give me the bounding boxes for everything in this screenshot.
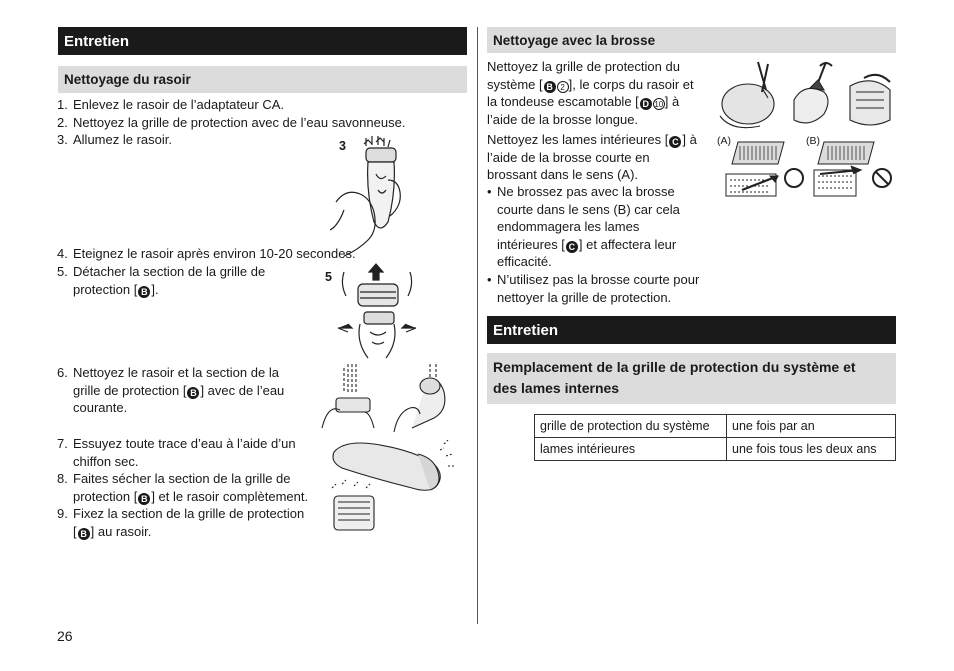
step-5: 5. Détacher la section de la grille de protection [ B ]. (57, 264, 266, 297)
subsection-title-remplacement (487, 353, 896, 404)
figure-3-shaver-on-illustration (328, 130, 418, 258)
part-b-badge: B (544, 81, 556, 93)
table-cell-part: lames intérieures (535, 438, 727, 461)
brush-direction-b-wrong-illustration (810, 140, 896, 202)
section-title-entretien-right (487, 316, 896, 344)
replace-title-line1: Remplacement de la grille de protection du système et (493, 359, 856, 375)
subsection-title-nettoyage-brosse (487, 27, 896, 53)
figure-5-detach-head-illustration (336, 262, 418, 362)
circled-10-label: 10 (654, 100, 664, 109)
part-d-badge: D (640, 98, 652, 110)
step-7: 7. Essuyez toute trace d’eau à l’aide d’un (57, 436, 296, 451)
brush-cleaning-illustrations (714, 58, 896, 132)
brush-bullet-2: • N’utilisez pas la brosse courte pour nettoyer la grille de protection. (487, 272, 700, 305)
part-c-badge: C (669, 136, 681, 148)
figure-7-9-dry-illustration (328, 440, 460, 536)
replacement-schedule-table (534, 414, 896, 461)
step-3: 3. Allumez le rasoir. (57, 132, 172, 147)
column-divider (477, 27, 478, 624)
circled-2-label: 2 (557, 81, 569, 93)
brush-paragraph-1: Nettoyez la grille de protection du système [ B 2 ], le corps du rasoir et la tondeuse escamotable [ D 10 ] à l’aide de la brosse longue. (487, 59, 694, 127)
steps-7-9: 7. Essuyez toute trace d’eau à l’aide d’un chiffon sec. 8. Faites sécher la section de la grille de protection [ B ] et le rasoir complètement. 9. Fixez la section de la grille de protection [ B ] au rasoir. (57, 436, 309, 539)
brush-paragraph-2: Nettoyez les lames intérieures [ C ] à l’aide de la brosse courte en brossant dans le sens (A). (487, 132, 697, 182)
part-c-badge: C (566, 241, 578, 253)
step-9: 9. Fixez la section de la grille de protection (57, 506, 305, 521)
section-title-text: Entretien (64, 32, 130, 50)
page-number: 26 (57, 628, 73, 644)
table-cell-frequency: une fois tous les deux ans (727, 438, 896, 461)
table-row (535, 415, 896, 438)
subsection-title-nettoyage-rasoir (58, 66, 467, 93)
table-cell-part: grille de protection du système (535, 415, 727, 438)
step-4: 4. Eteignez le rasoir après environ 10-20 secondes. (57, 246, 356, 261)
step-2: 2. Nettoyez la grille de protection avec de l’eau savonneuse. (57, 114, 406, 130)
section-title-entretien (58, 27, 467, 55)
brush-title-text: Nettoyage avec la brosse (493, 32, 656, 48)
step-8: 8. Faites sécher la section de la grille de (57, 471, 291, 486)
figure-3-label: 3 (339, 139, 346, 153)
subsection-title-text: Nettoyage du rasoir (64, 72, 191, 87)
brush-bullet-1: • Ne brossez pas avec la brosse courte dans le sens (B) car cela endommagera les lames intérieures [ C ] et affectera leur efficacité. (487, 184, 680, 269)
part-b-badge: B (138, 286, 150, 298)
part-b-badge: B (187, 387, 199, 399)
part-b-badge: B (138, 493, 150, 505)
figure-a-label: (A) (717, 135, 731, 147)
brush-direction-a-correct-illustration (724, 140, 806, 202)
figure-6-rinse-illustration (318, 362, 458, 434)
step-1: 1. Enlevez le rasoir de l’adaptateur CA. (57, 97, 285, 112)
figure-5-label: 5 (325, 270, 332, 284)
table-cell-frequency: une fois par an (727, 415, 896, 438)
table-row (535, 438, 896, 461)
figure-b-label: (B) (806, 135, 820, 147)
part-b-badge: B (78, 528, 90, 540)
step-6: 6. Nettoyez le rasoir et la section de la grille de protection [ B ] avec de l’eau courante. (57, 365, 285, 415)
replace-title-line2: des lames internes (493, 380, 620, 396)
section-title-text: Entretien (493, 321, 559, 339)
